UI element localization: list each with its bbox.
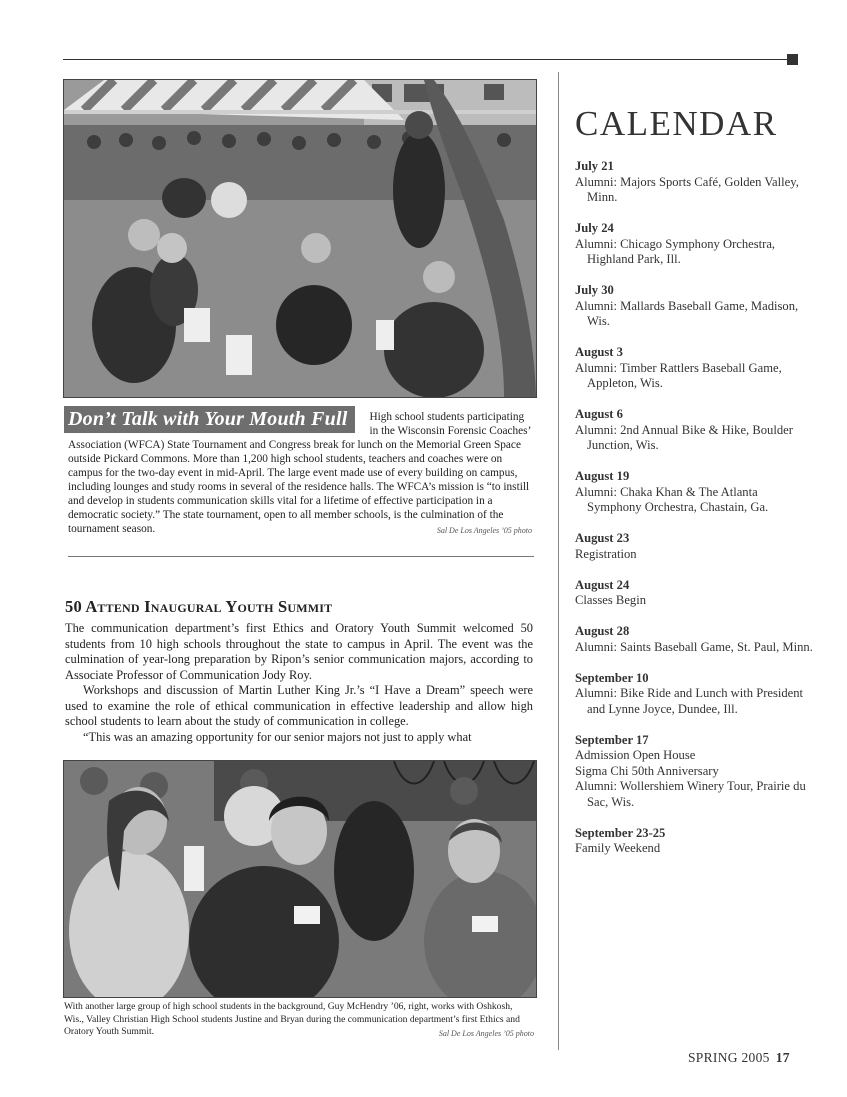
caption-text: With another large group of high school students in the background, Guy McHendry ’06, right, works with Oshkosh, Wis., Valley Christian High School students Justine and Bryan during the communication department’s first Ethics and Oratory Youth Summit. [64, 1001, 520, 1037]
page-footer [688, 1050, 790, 1066]
calendar-entry [575, 159, 815, 206]
caption-headline: Don’t Talk with Your Mouth Full [64, 406, 355, 433]
calendar-date: August 19 [575, 469, 630, 483]
calendar-event: Sigma Chi 50th Anniversary [575, 763, 719, 778]
lunch-photo-caption [68, 410, 532, 538]
calendar-event: Family Weekend [575, 841, 661, 855]
calendar-event: Alumni: Majors Sports Café, Golden Valley, Minn. [575, 174, 799, 204]
calendar-entry [575, 624, 815, 655]
lunch-lawn-photo [63, 79, 537, 398]
calendar-date: August 6 [575, 407, 623, 421]
calendar-date: August 28 [575, 624, 630, 638]
calendar-event: Alumni: Mallards Baseball Game, Madison, Wis. [575, 298, 799, 328]
calendar-event: Alumni: Wollershiem Winery Tour, Prairie du Sac, Wis. [575, 779, 806, 809]
calendar-event: Alumni: Saints Baseball Game, St. Paul, Minn. [575, 639, 813, 654]
caption-rule [68, 556, 534, 557]
calendar-entry [575, 345, 815, 392]
calendar-date: July 30 [575, 283, 614, 297]
calendar-date: August 24 [575, 577, 630, 592]
top-rule-square [787, 54, 798, 65]
calendar-entry [575, 469, 815, 516]
caption-text: High school students participating in the Wisconsin Forensic Coaches’ Association (WFCA) State Tournament and Congress break for lunch on the Memorial Green Space outside Pickard Commons. More than 1,200 high school students, teachers and coaches were on campus for the two-day event in mid-April. The large event made use of every building on campus, including lounges and study rooms in several of the residence halls. The WFCA’s mission is “to instill and develop in students communication skills vital for a lifetime of effective participation in a democratic society.” The state tournament, open to all member schools, is the culmination of the tournament season. [68, 411, 531, 535]
youth-summit-photo [63, 760, 537, 998]
calendar-date: September 17 [575, 732, 649, 747]
calendar-date: August 23 [575, 531, 630, 545]
article-title: 50 Attend Inaugural Youth Summit [65, 597, 333, 616]
photo-credit: Sal De Los Angeles ’05 photo [436, 526, 532, 535]
calendar-entry [575, 407, 815, 454]
calendar-date: July 24 [575, 221, 614, 235]
calendar-entry [575, 671, 815, 718]
calendar-event: Alumni: Timber Rattlers Baseball Game, Appleton, Wis. [575, 360, 782, 390]
calendar-date: September 10 [575, 670, 649, 685]
calendar-event: Admission Open House [575, 748, 696, 762]
column-divider [558, 72, 559, 1050]
calendar-event: Classes Begin [575, 593, 647, 607]
calendar-date: September 23-25 [575, 825, 666, 840]
calendar-event: Alumni: 2nd Annual Bike & Hike, Boulder Junction, Wis. [575, 422, 793, 452]
calendar-entry [575, 531, 815, 562]
calendar-event: Alumni: Chicago Symphony Orchestra, Highland Park, Ill. [575, 236, 776, 266]
calendar-event: Alumni: Bike Ride and Lunch with President and Lynne Joyce, Dundee, Ill. [575, 686, 804, 716]
calendar-entry [575, 826, 815, 857]
calendar-entry [575, 283, 815, 330]
article-paragraph: The communication department’s first Ethics and Oratory Youth Summit welcomed 50 students from 10 high schools throughout the state to campus in April. The event was the culmination of year-long preparation by Ripon’s senior communication majors, according to Associate Professor of Communication Jody Roy. [65, 621, 533, 682]
calendar-entry [575, 221, 815, 268]
calendar-event: Registration [575, 546, 637, 561]
article-body [65, 621, 533, 745]
calendar-list [575, 159, 815, 872]
top-rule [63, 59, 790, 60]
calendar-date: August 3 [575, 345, 623, 359]
calendar-event: Alumni: Chaka Khan & The Atlanta Symphony Orchestra, Chastain, Ga. [575, 484, 769, 514]
calendar-entry [575, 733, 815, 811]
article-paragraph: “This was an amazing opportunity for our senior majors not just to apply what [83, 729, 472, 744]
calendar-date: July 21 [575, 159, 614, 173]
page-number: 17 [775, 1050, 790, 1065]
calendar-title: CALENDAR [575, 104, 778, 143]
summit-photo-caption [64, 1001, 534, 1041]
photo-credit: Sal De Los Angeles ’05 photo [438, 1029, 534, 1038]
calendar-entry [575, 578, 815, 609]
issue-label: SPRING 2005 [688, 1050, 770, 1065]
article-paragraph: Workshops and discussion of Martin Luther King Jr.’s “I Have a Dream” speech were used to examine the role of ethical communication in effective leadership and allow high school students to learn about the study of communication in college. [65, 683, 533, 728]
